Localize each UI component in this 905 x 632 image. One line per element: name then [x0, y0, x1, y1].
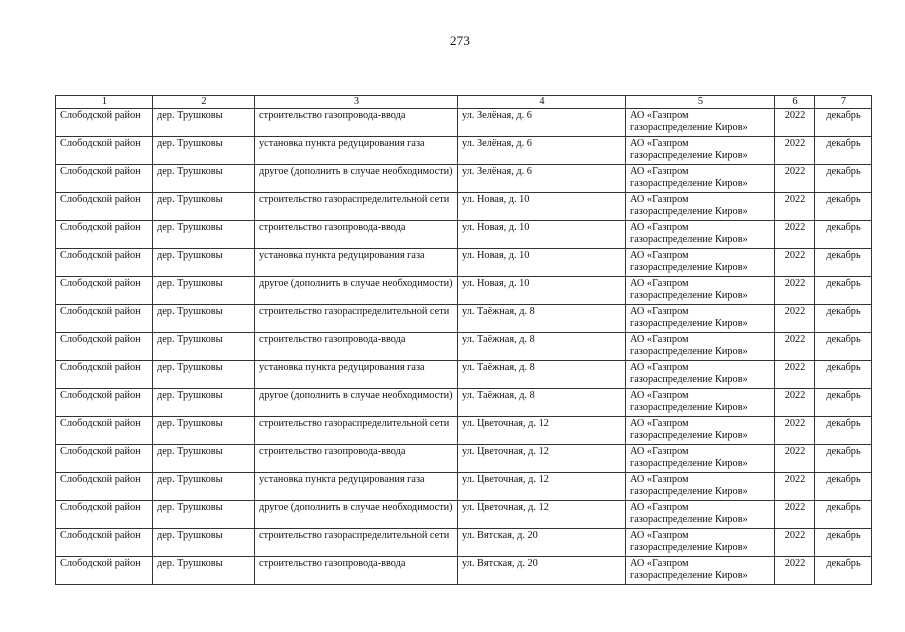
settlement-cell	[153, 333, 255, 361]
district-cell	[56, 417, 153, 445]
work-type-cell	[255, 417, 458, 445]
header-col-5: 5	[626, 96, 775, 109]
address-cell	[458, 165, 626, 193]
year-cell-text: 2022	[784, 334, 806, 345]
district-cell	[56, 109, 153, 137]
year-cell	[775, 305, 815, 333]
month-cell	[815, 473, 872, 501]
district-cell	[56, 361, 153, 389]
year-cell	[775, 193, 815, 221]
district-cell-text: Слободской район	[60, 138, 141, 149]
month-cell	[815, 221, 872, 249]
settlement-cell-text: дер. Трушковы	[157, 418, 223, 429]
month-cell-text: декабрь	[826, 110, 861, 121]
district-cell	[56, 389, 153, 417]
settlement-cell	[153, 501, 255, 529]
district-cell	[56, 557, 153, 585]
year-cell	[775, 221, 815, 249]
settlement-cell-text: дер. Трушковы	[157, 390, 223, 401]
work-type-cell	[255, 529, 458, 557]
month-cell-text: декабрь	[826, 502, 861, 513]
district-cell	[56, 445, 153, 473]
work-type-cell	[255, 109, 458, 137]
organization-cell	[626, 221, 775, 249]
month-cell	[815, 165, 872, 193]
month-cell-text: декабрь	[826, 446, 861, 457]
district-cell-text: Слободской район	[60, 166, 141, 177]
settlement-cell	[153, 445, 255, 473]
settlement-cell	[153, 389, 255, 417]
district-cell-text: Слободской район	[60, 278, 141, 289]
address-cell	[458, 109, 626, 137]
settlement-cell	[153, 165, 255, 193]
district-cell-text: Слободской район	[60, 194, 141, 205]
month-cell-text: декабрь	[826, 362, 861, 373]
district-cell-text: Слободской район	[60, 362, 141, 373]
year-cell-text: 2022	[784, 418, 806, 429]
settlement-cell-text: дер. Трушковы	[157, 474, 223, 485]
organization-cell-text: АО «Газпром газораспределение Киров»	[630, 474, 748, 497]
year-cell-text: 2022	[784, 530, 806, 541]
month-cell	[815, 389, 872, 417]
year-cell	[775, 557, 815, 585]
organization-cell	[626, 417, 775, 445]
address-cell-text: ул. Таёжная, д. 8	[462, 334, 535, 345]
settlement-cell	[153, 361, 255, 389]
organization-cell-text: АО «Газпром газораспределение Киров»	[630, 138, 748, 161]
district-cell	[56, 473, 153, 501]
year-cell-text: 2022	[784, 306, 806, 317]
year-cell-text: 2022	[784, 250, 806, 261]
district-cell-text: Слободской район	[60, 502, 141, 513]
settlement-cell-text: дер. Трушковы	[157, 166, 223, 177]
month-cell-text: декабрь	[826, 334, 861, 345]
table-row	[56, 305, 872, 333]
organization-cell-text: АО «Газпром газораспределение Киров»	[630, 166, 748, 189]
district-cell	[56, 221, 153, 249]
header-col-4: 4	[458, 96, 626, 109]
month-cell	[815, 193, 872, 221]
settlement-cell-text: дер. Трушковы	[157, 446, 223, 457]
year-cell-text: 2022	[784, 222, 806, 233]
organization-cell-text: АО «Газпром газораспределение Киров»	[630, 250, 748, 273]
organization-cell-text: АО «Газпром газораспределение Киров»	[630, 418, 748, 441]
organization-cell	[626, 305, 775, 333]
organization-cell	[626, 389, 775, 417]
table-row	[56, 445, 872, 473]
year-cell	[775, 333, 815, 361]
organization-cell	[626, 473, 775, 501]
address-cell	[458, 193, 626, 221]
address-cell	[458, 445, 626, 473]
month-cell	[815, 109, 872, 137]
year-cell-text: 2022	[784, 194, 806, 205]
table-row	[56, 557, 872, 585]
district-cell	[56, 305, 153, 333]
year-cell-text: 2022	[784, 474, 806, 485]
year-cell-text: 2022	[784, 558, 806, 569]
district-cell-text: Слободской район	[60, 306, 141, 317]
settlement-cell-text: дер. Трушковы	[157, 558, 223, 569]
year-cell-text: 2022	[784, 166, 806, 177]
district-cell	[56, 529, 153, 557]
work-type-cell	[255, 557, 458, 585]
work-type-cell	[255, 333, 458, 361]
table-row	[56, 165, 872, 193]
district-cell	[56, 501, 153, 529]
table-row	[56, 277, 872, 305]
address-cell-text: ул. Вятская, д. 20	[462, 530, 538, 541]
month-cell	[815, 277, 872, 305]
settlement-cell	[153, 137, 255, 165]
address-cell-text: ул. Зелёная, д. 6	[462, 110, 532, 121]
address-cell	[458, 501, 626, 529]
address-cell-text: ул. Вятская, д. 20	[462, 558, 538, 569]
month-cell-text: декабрь	[826, 138, 861, 149]
work-type-cell-text: другое (дополнить в случае необходимости)	[259, 166, 453, 177]
organization-cell-text: АО «Газпром газораспределение Киров»	[630, 558, 748, 581]
work-type-cell	[255, 221, 458, 249]
address-cell-text: ул. Новая, д. 10	[462, 222, 530, 233]
month-cell	[815, 249, 872, 277]
district-cell	[56, 277, 153, 305]
table-row	[56, 361, 872, 389]
settlement-cell	[153, 557, 255, 585]
month-cell-text: декабрь	[826, 474, 861, 485]
settlement-cell-text: дер. Трушковы	[157, 530, 223, 541]
district-cell	[56, 333, 153, 361]
district-cell-text: Слободской район	[60, 446, 141, 457]
work-type-cell-text: строительство газораспределительной сети	[259, 306, 450, 317]
work-type-cell-text: установка пункта редуцирования газа	[259, 474, 425, 485]
settlement-cell-text: дер. Трушковы	[157, 502, 223, 513]
organization-cell-text: АО «Газпром газораспределение Киров»	[630, 502, 748, 525]
table-header	[56, 96, 872, 109]
work-type-cell-text: строительство газопровода-ввода	[259, 334, 406, 345]
organization-cell	[626, 277, 775, 305]
work-type-cell-text: другое (дополнить в случае необходимости)	[259, 278, 453, 289]
settlement-cell	[153, 305, 255, 333]
year-cell-text: 2022	[784, 390, 806, 401]
year-cell	[775, 277, 815, 305]
gasification-table	[55, 95, 872, 585]
address-cell	[458, 221, 626, 249]
page-number: 273	[449, 33, 471, 48]
district-cell-text: Слободской район	[60, 222, 141, 233]
settlement-cell	[153, 417, 255, 445]
work-type-cell-text: строительство газораспределительной сети	[259, 418, 450, 429]
table-row	[56, 389, 872, 417]
table-row	[56, 473, 872, 501]
address-cell	[458, 557, 626, 585]
organization-cell	[626, 557, 775, 585]
table-row	[56, 529, 872, 557]
year-cell	[775, 529, 815, 557]
organization-cell	[626, 445, 775, 473]
settlement-cell	[153, 277, 255, 305]
settlement-cell-text: дер. Трушковы	[157, 138, 223, 149]
settlement-cell-text: дер. Трушковы	[157, 334, 223, 345]
address-cell	[458, 277, 626, 305]
address-cell-text: ул. Новая, д. 10	[462, 278, 530, 289]
address-cell	[458, 361, 626, 389]
district-cell	[56, 249, 153, 277]
work-type-cell-text: строительство газораспределительной сети	[259, 530, 450, 541]
month-cell-text: декабрь	[826, 558, 861, 569]
month-cell-text: декабрь	[826, 306, 861, 317]
month-cell	[815, 529, 872, 557]
month-cell-text: декабрь	[826, 222, 861, 233]
address-cell	[458, 249, 626, 277]
year-cell	[775, 249, 815, 277]
table-row	[56, 109, 872, 137]
work-type-cell-text: строительство газопровода-ввода	[259, 110, 406, 121]
month-cell	[815, 361, 872, 389]
organization-cell-text: АО «Газпром газораспределение Киров»	[630, 390, 748, 413]
address-cell-text: ул. Новая, д. 10	[462, 194, 530, 205]
work-type-cell-text: установка пункта редуцирования газа	[259, 250, 425, 261]
settlement-cell-text: дер. Трушковы	[157, 362, 223, 373]
table-row	[56, 221, 872, 249]
address-cell	[458, 473, 626, 501]
year-cell	[775, 361, 815, 389]
work-type-cell	[255, 277, 458, 305]
organization-cell	[626, 361, 775, 389]
settlement-cell-text: дер. Трушковы	[157, 306, 223, 317]
month-cell	[815, 137, 872, 165]
organization-cell	[626, 333, 775, 361]
header-col-7: 7	[815, 96, 872, 109]
settlement-cell	[153, 249, 255, 277]
header-col-3: 3	[255, 96, 458, 109]
district-cell-text: Слободской район	[60, 334, 141, 345]
address-cell-text: ул. Зелёная, д. 6	[462, 166, 532, 177]
header-col-1: 1	[56, 96, 153, 109]
address-cell	[458, 417, 626, 445]
table-row	[56, 417, 872, 445]
address-cell	[458, 333, 626, 361]
work-type-cell	[255, 305, 458, 333]
address-cell	[458, 389, 626, 417]
settlement-cell-text: дер. Трушковы	[157, 222, 223, 233]
settlement-cell-text: дер. Трушковы	[157, 110, 223, 121]
year-cell	[775, 501, 815, 529]
year-cell-text: 2022	[784, 110, 806, 121]
work-type-cell-text: строительство газопровода-ввода	[259, 558, 406, 569]
table-body	[56, 109, 872, 585]
settlement-cell-text: дер. Трушковы	[157, 250, 223, 261]
organization-cell	[626, 529, 775, 557]
year-cell	[775, 445, 815, 473]
district-cell-text: Слободской район	[60, 250, 141, 261]
month-cell-text: декабрь	[826, 390, 861, 401]
organization-cell	[626, 501, 775, 529]
work-type-cell-text: другое (дополнить в случае необходимости)	[259, 502, 453, 513]
month-cell	[815, 417, 872, 445]
address-cell-text: ул. Зелёная, д. 6	[462, 138, 532, 149]
address-cell-text: ул. Таёжная, д. 8	[462, 306, 535, 317]
work-type-cell	[255, 445, 458, 473]
year-cell-text: 2022	[784, 362, 806, 373]
organization-cell-text: АО «Газпром газораспределение Киров»	[630, 306, 748, 329]
organization-cell	[626, 193, 775, 221]
year-cell	[775, 473, 815, 501]
work-type-cell	[255, 389, 458, 417]
organization-cell	[626, 165, 775, 193]
month-cell	[815, 445, 872, 473]
organization-cell-text: АО «Газпром газораспределение Киров»	[630, 334, 748, 357]
month-cell-text: декабрь	[826, 250, 861, 261]
settlement-cell	[153, 529, 255, 557]
settlement-cell	[153, 473, 255, 501]
district-cell-text: Слободской район	[60, 474, 141, 485]
work-type-cell-text: установка пункта редуцирования газа	[259, 362, 425, 373]
month-cell	[815, 501, 872, 529]
address-cell	[458, 305, 626, 333]
district-cell-text: Слободской район	[60, 390, 141, 401]
month-cell-text: декабрь	[826, 530, 861, 541]
work-type-cell	[255, 249, 458, 277]
address-cell	[458, 137, 626, 165]
header-col-6: 6	[775, 96, 815, 109]
organization-cell-text: АО «Газпром газораспределение Киров»	[630, 194, 748, 217]
month-cell-text: декабрь	[826, 194, 861, 205]
organization-cell	[626, 109, 775, 137]
table-row	[56, 501, 872, 529]
district-cell	[56, 193, 153, 221]
organization-cell	[626, 137, 775, 165]
settlement-cell	[153, 109, 255, 137]
district-cell-text: Слободской район	[60, 418, 141, 429]
work-type-cell-text: другое (дополнить в случае необходимости)	[259, 390, 453, 401]
district-cell-text: Слободской район	[60, 558, 141, 569]
work-type-cell-text: строительство газораспределительной сети	[259, 194, 450, 205]
work-type-cell	[255, 473, 458, 501]
header-row	[56, 96, 872, 109]
work-type-cell	[255, 165, 458, 193]
district-cell	[56, 137, 153, 165]
month-cell	[815, 557, 872, 585]
year-cell	[775, 389, 815, 417]
settlement-cell-text: дер. Трушковы	[157, 194, 223, 205]
organization-cell-text: АО «Газпром газораспределение Киров»	[630, 530, 748, 553]
organization-cell-text: АО «Газпром газораспределение Киров»	[630, 446, 748, 469]
organization-cell-text: АО «Газпром газораспределение Киров»	[630, 278, 748, 301]
address-cell-text: ул. Цветочная, д. 12	[462, 446, 549, 457]
year-cell	[775, 137, 815, 165]
address-cell-text: ул. Таёжная, д. 8	[462, 362, 535, 373]
year-cell-text: 2022	[784, 138, 806, 149]
work-type-cell	[255, 501, 458, 529]
district-cell	[56, 165, 153, 193]
settlement-cell	[153, 193, 255, 221]
district-cell-text: Слободской район	[60, 530, 141, 541]
year-cell-text: 2022	[784, 446, 806, 457]
work-type-cell	[255, 193, 458, 221]
header-col-2: 2	[153, 96, 255, 109]
table-row	[56, 333, 872, 361]
year-cell	[775, 417, 815, 445]
settlement-cell	[153, 221, 255, 249]
table-row	[56, 193, 872, 221]
settlement-cell-text: дер. Трушковы	[157, 278, 223, 289]
address-cell-text: ул. Новая, д. 10	[462, 250, 530, 261]
work-type-cell-text: строительство газопровода-ввода	[259, 446, 406, 457]
month-cell-text: декабрь	[826, 166, 861, 177]
table-row	[56, 249, 872, 277]
year-cell	[775, 165, 815, 193]
address-cell-text: ул. Таёжная, д. 8	[462, 390, 535, 401]
month-cell-text: декабрь	[826, 278, 861, 289]
work-type-cell-text: установка пункта редуцирования газа	[259, 138, 425, 149]
organization-cell-text: АО «Газпром газораспределение Киров»	[630, 222, 748, 245]
month-cell	[815, 305, 872, 333]
address-cell-text: ул. Цветочная, д. 12	[462, 418, 549, 429]
work-type-cell	[255, 137, 458, 165]
district-cell-text: Слободской район	[60, 110, 141, 121]
address-cell-text: ул. Цветочная, д. 12	[462, 474, 549, 485]
work-type-cell-text: строительство газопровода-ввода	[259, 222, 406, 233]
year-cell-text: 2022	[784, 278, 806, 289]
organization-cell	[626, 249, 775, 277]
year-cell	[775, 109, 815, 137]
month-cell	[815, 333, 872, 361]
month-cell-text: декабрь	[826, 418, 861, 429]
year-cell-text: 2022	[784, 502, 806, 513]
address-cell	[458, 529, 626, 557]
address-cell-text: ул. Цветочная, д. 12	[462, 502, 549, 513]
table-row	[56, 137, 872, 165]
organization-cell-text: АО «Газпром газораспределение Киров»	[630, 110, 748, 133]
organization-cell-text: АО «Газпром газораспределение Киров»	[630, 362, 748, 385]
work-type-cell	[255, 361, 458, 389]
